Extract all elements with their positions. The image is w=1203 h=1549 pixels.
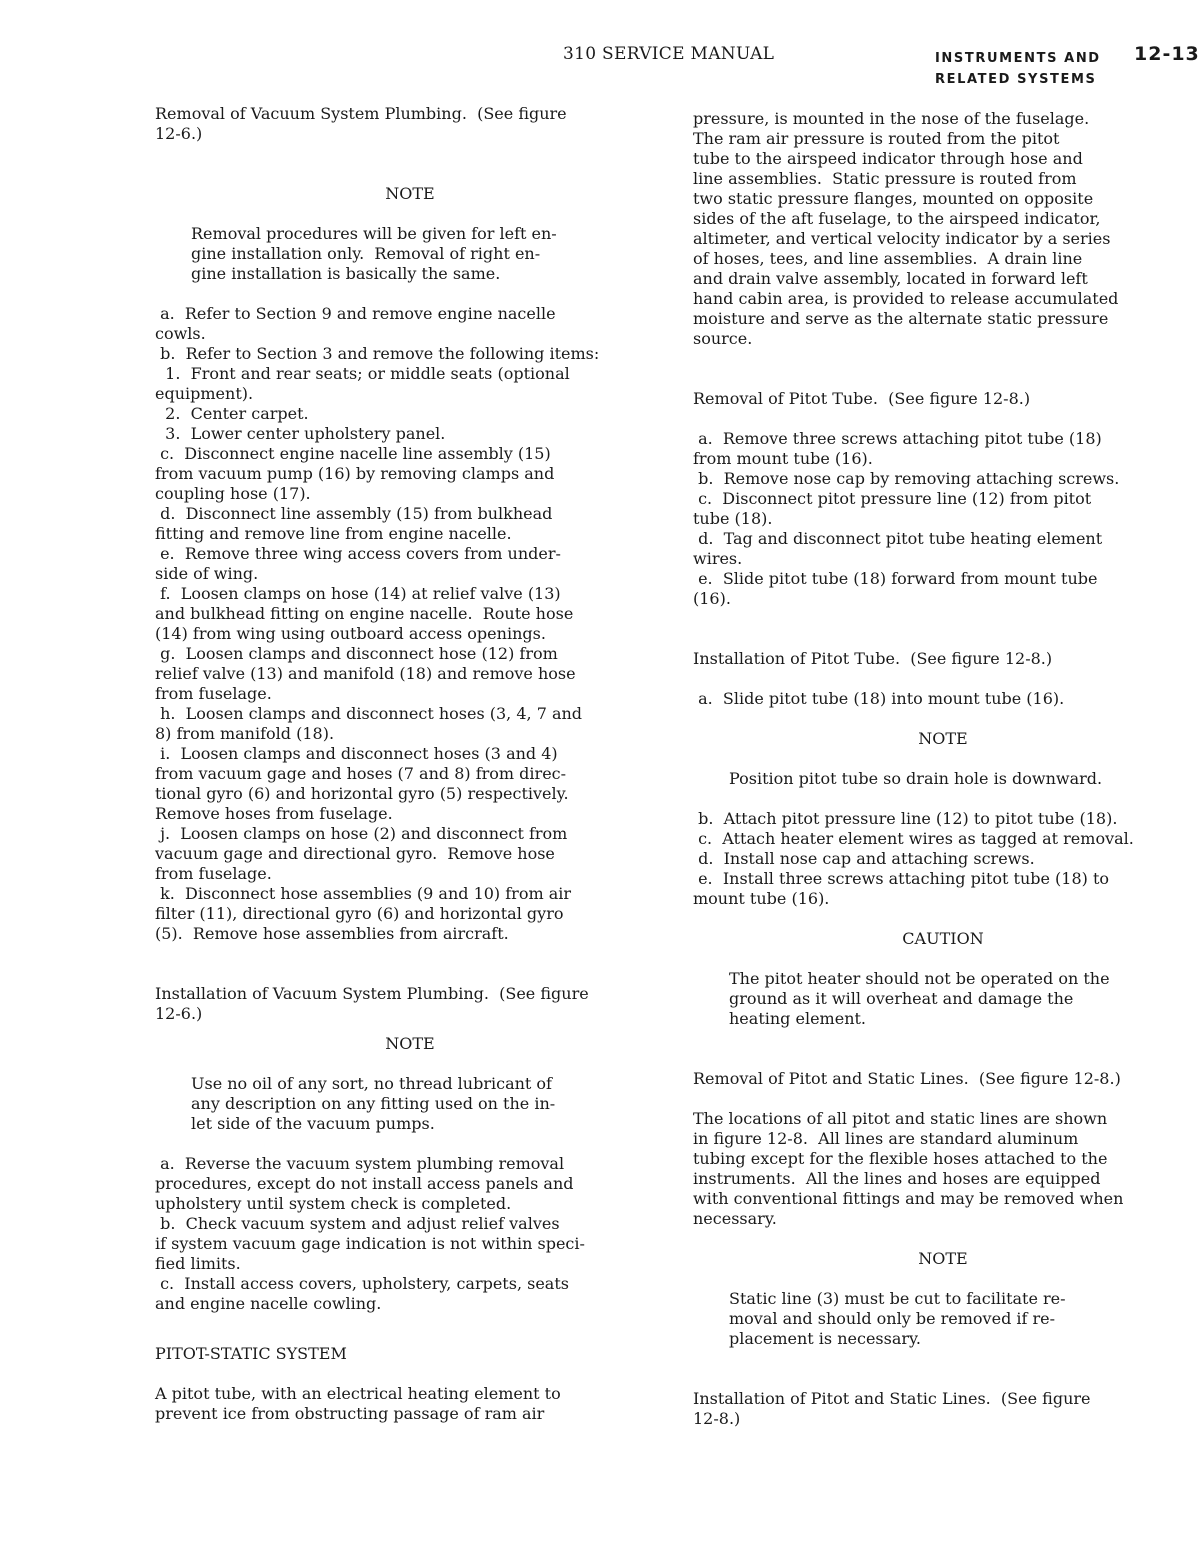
pitot-static-heading: PITOT-STATIC SYSTEM: [155, 1344, 347, 1363]
removal-pitot-heading: Removal of Pitot Tube. (See figure 12-8.): [693, 389, 1031, 408]
removal-lines-body: The locations of all pitot and static lines are shown in figure 12-8. All lines are standard aluminum tubing except for the flexible hoses attached to the instruments. All the lines and hoses are equipped with conventional fittings and may be removed when necessary.: [693, 1109, 1124, 1228]
note-title: NOTE: [385, 184, 435, 203]
left-column: [155, 104, 665, 1424]
page-number: 12-13: [1134, 43, 1200, 65]
note-body: Static line (3) must be cut to facilitate re- moval and should only be removed if re- placement is necessary.: [729, 1289, 1066, 1348]
install-vacuum-steps: a. Reverse the vacuum system plumbing removal procedures, except do not install access panels and upholstery until system check is completed. b. Check vacuum system and adjust relief valves if system vacuum gage indication is not within speci- fied limits. c. Install access covers, upholstery, carpets, seats and engine nacelle cowling.: [155, 1154, 585, 1313]
removal-vacuum-steps: a. Refer to Section 9 and remove engine nacelle cowls. b. Refer to Section 3 and remove the following items: 1. Front and rear seats; or middle seats (optional equipment). 2. Center carpet. 3. Lower center upholstery panel. c. Disconnect engine nacelle line assembly (15) from vacuum pump (16) by removing clamps and coupling hose (17). d. Disconnect line assembly (15) from bulkhead fitting and remove line from engine nacelle. e. Remove three wing access covers from under- side of wing. f. Loosen clamps on hose (14) at relief valve (13) and bulkhead fitting on engine nacelle. Route hose (14) from wing using outboard access openings. g. Loosen clamps and disconnect hose (12) from relief valve (13) and manifold (18) and remove hose from fuselage. h. Loosen clamps and disconnect hoses (3, 4, 7 and 8) from manifold (18). i. Loosen clamps and disconnect hoses (3 and 4) from vacuum gage and hoses (7 and 8) from direc- tional gyro (6) and horizontal gyro (5) respectively. Remove hoses from fuselage. j. Loosen clamps on hose (2) and disconnect from vacuum gage and directional gyro. Remove hose from fuselage. k. Disconnect hose assemblies (9 and 10) from air filter (11), directional gyro (6) and horizontal gyro (5). Remove hose assemblies from aircraft.: [155, 304, 600, 943]
note-body: Use no oil of any sort, no thread lubricant of any description on any fitting used on the in- let side of the vacuum pumps.: [191, 1074, 556, 1133]
caution-body: The pitot heater should not be operated on the ground as it will overheat and damage the heating element.: [729, 969, 1110, 1028]
install-vacuum-heading: Installation of Vacuum System Plumbing. (See figure 12-6.): [155, 984, 589, 1023]
section-title: [935, 48, 1101, 90]
install-pitot-step-a: a. Slide pitot tube (18) into mount tube (16).: [693, 689, 1065, 708]
manual-title: 310 SERVICE MANUAL: [563, 44, 775, 64]
removal-pitot-steps: a. Remove three screws attaching pitot tube (18) from mount tube (16). b. Remove nose cap by removing attaching screws. c. Disconnect pitot pressure line (12) from pitot tube (18). d. Tag and disconnect pitot tube heating element wires. e. Slide pitot tube (18) forward from mount tube (16).: [693, 429, 1120, 608]
note-title: NOTE: [918, 729, 968, 748]
section-title-line1: INSTRUMENTS AND: [935, 51, 1101, 66]
install-pitot-heading: Installation of Pitot Tube. (See figure 12-8.): [693, 649, 1053, 668]
note-title: NOTE: [385, 1034, 435, 1053]
note-body: Removal procedures will be given for left en- gine installation only. Removal of right en- gine installation is basically the same.: [191, 224, 557, 283]
install-lines-heading: Installation of Pitot and Static Lines. (See figure 12-8.): [693, 1389, 1091, 1428]
section-title-line2: RELATED SYSTEMS: [935, 72, 1097, 87]
pitot-static-description: pressure, is mounted in the nose of the fuselage. The ram air pressure is routed from the pitot tube to the airspeed indicator through hose and line assemblies. Static pressure is routed from two static pressure flanges, mounted on opposite sides of the aft fuselage, to the airspeed indicator, altimeter, and vertical velocity indicator by a series of hoses, tees, and line assemblies. A drain line and drain valve assembly, located in forward left hand cabin area, is provided to release accumulated moisture and serve as the alternate static pressure source.: [693, 109, 1119, 348]
note-body: Position pitot tube so drain hole is downward.: [729, 769, 1103, 788]
removal-vacuum-heading: Removal of Vacuum System Plumbing. (See figure 12-6.): [155, 104, 567, 143]
caution-title: CAUTION: [902, 929, 984, 948]
note-title: NOTE: [918, 1249, 968, 1268]
removal-lines-heading: Removal of Pitot and Static Lines. (See figure 12-8.): [693, 1069, 1121, 1088]
right-column: [693, 109, 1193, 1429]
install-pitot-steps: b. Attach pitot pressure line (12) to pitot tube (18). c. Attach heater element wires as tagged at removal. d. Install nose cap and attaching screws. e. Install three screws attaching pitot tube (18) to mount tube (16).: [693, 809, 1134, 908]
pitot-static-intro: A pitot tube, with an electrical heating element to prevent ice from obstructing passage of ram air: [155, 1384, 561, 1423]
